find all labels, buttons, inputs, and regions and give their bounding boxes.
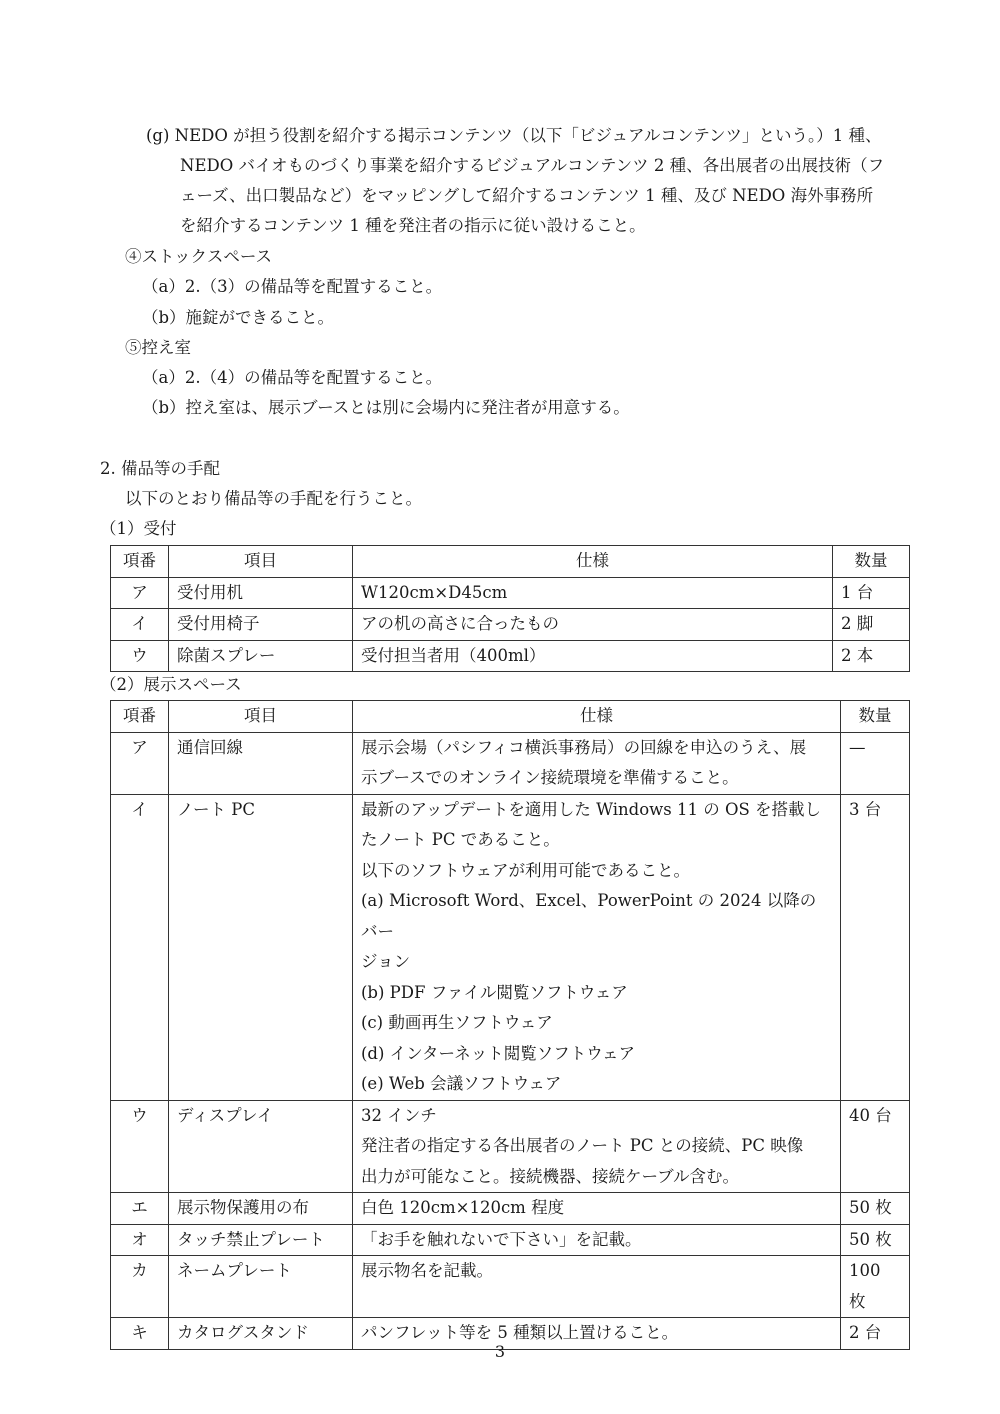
spec-line: 展示会場（パシフィコ横浜事務局）の回線を申込のうえ、展	[361, 737, 807, 757]
row-spec: 展示物名を記載。	[353, 1256, 841, 1318]
waiting-item-b: （b）控え室は、展示ブースとは別に会場内に発注者が用意する。	[142, 398, 630, 417]
row-qty: 100 枚	[841, 1256, 910, 1318]
row-item: カタログスタンド	[169, 1318, 353, 1350]
table-row	[111, 794, 910, 1100]
row-spec: 受付担当者用（400ml）	[353, 640, 833, 672]
header-no: 項番	[111, 546, 169, 578]
spec-line: たノート PC であること。	[361, 830, 560, 849]
row-item: ノート PC	[169, 794, 353, 1100]
section-2-heading: 2. 備品等の手配	[100, 459, 220, 478]
reception-heading: （1）受付	[100, 519, 177, 538]
row-spec: 白色 120cm×120cm 程度	[353, 1193, 841, 1225]
row-qty: 2 本	[833, 640, 910, 672]
table-row	[111, 1224, 910, 1256]
header-item: 項目	[169, 701, 353, 733]
row-no: カ	[111, 1256, 169, 1318]
table-row	[111, 1256, 910, 1318]
exhibit-heading: （2）展示スペース	[100, 675, 242, 694]
row-qty: 1 台	[833, 577, 910, 609]
row-spec: パンフレット等を 5 種類以上置けること。	[353, 1318, 841, 1350]
item-g-line-2: NEDO バイオものづくり事業を紹介するビジュアルコンテンツ 2 種、各出展者の出展技術（フ	[180, 156, 885, 175]
row-no: イ	[111, 609, 169, 641]
row-spec: 「お手を触れないで下さい」を記載。	[353, 1224, 841, 1256]
section-2-intro: 以下のとおり備品等の手配を行うこと。	[125, 489, 422, 508]
row-spec: W120cm×D45cm	[353, 577, 833, 609]
item-g-line-4: を紹介するコンテンツ 1 種を発注者の指示に従い設けること。	[180, 216, 646, 235]
row-item: ディスプレイ	[169, 1100, 353, 1193]
reception-table	[110, 545, 910, 672]
row-no: ア	[111, 732, 169, 794]
stock-item-a: （a）2.（3）の備品等を配置すること。	[142, 277, 443, 296]
spec-line: (d) インターネット閲覧ソフトウェア	[361, 1043, 636, 1063]
row-item: ネームプレート	[169, 1256, 353, 1318]
spec-line: (b) PDF ファイル閲覧ソフトウェア	[361, 982, 628, 1002]
item-g-line-1: (g) NEDO が担う役割を紹介する掲示コンテンツ（以下「ビジュアルコンテンツ」という。）1 種、	[146, 126, 882, 145]
row-no: キ	[111, 1318, 169, 1350]
row-spec	[353, 732, 841, 794]
row-qty: 2 台	[841, 1318, 910, 1350]
row-item: 通信回線	[169, 732, 353, 794]
row-qty: 40 台	[841, 1100, 910, 1193]
row-item: 受付用椅子	[169, 609, 353, 641]
row-item: 除菌スプレー	[169, 640, 353, 672]
exhibit-table	[110, 700, 910, 1350]
table-row	[111, 1193, 910, 1225]
item-g-line-3: ェーズ、出口製品など）をマッピングして紹介するコンテンツ 1 種、及び NEDO 海外事務所	[180, 186, 874, 205]
row-item: 展示物保護用の布	[169, 1193, 353, 1225]
header-spec: 仕様	[353, 546, 833, 578]
spec-line: 32 インチ	[361, 1105, 437, 1125]
header-spec: 仕様	[353, 701, 841, 733]
row-spec	[353, 1100, 841, 1193]
spec-line: ジョン	[361, 952, 411, 971]
row-item: 受付用机	[169, 577, 353, 609]
row-qty: —	[841, 732, 910, 794]
stock-space-heading: ④ストックスペース	[125, 247, 273, 266]
row-item: タッチ禁止プレート	[169, 1224, 353, 1256]
spec-line: (c) 動画再生ソフトウェア	[361, 1013, 553, 1032]
spec-line: (a) Microsoft Word、Excel、PowerPoint の 2024 以降のバー	[361, 891, 817, 941]
row-no: イ	[111, 794, 169, 1100]
row-qty: 3 台	[841, 794, 910, 1100]
row-spec: アの机の高さに合ったもの	[353, 609, 833, 641]
row-no: ウ	[111, 1100, 169, 1193]
table-header-row	[111, 701, 910, 733]
waiting-item-a: （a）2.（4）の備品等を配置すること。	[142, 368, 443, 387]
spec-line: (e) Web 会議ソフトウェア	[361, 1074, 562, 1093]
row-no: エ	[111, 1193, 169, 1225]
header-item: 項目	[169, 546, 353, 578]
table-header-row	[111, 546, 910, 578]
table-row	[111, 609, 910, 641]
table-row	[111, 640, 910, 672]
table-row	[111, 732, 910, 794]
row-spec	[353, 794, 841, 1100]
table-row	[111, 1100, 910, 1193]
header-qty: 数量	[841, 701, 910, 733]
stock-item-b: （b）施錠ができること。	[142, 308, 335, 327]
row-no: ア	[111, 577, 169, 609]
spec-line: 以下のソフトウェアが利用可能であること。	[361, 860, 691, 880]
spec-line: 発注者の指定する各出展者のノート PC との接続、PC 映像	[361, 1136, 804, 1155]
row-no: ウ	[111, 640, 169, 672]
spec-line: 最新のアップデートを適用した Windows 11 の OS を搭載し	[361, 799, 822, 819]
row-qty: 50 枚	[841, 1224, 910, 1256]
waiting-room-heading: ⑤控え室	[125, 338, 191, 357]
row-qty: 50 枚	[841, 1193, 910, 1225]
row-no: オ	[111, 1224, 169, 1256]
page-number: 3	[494, 1342, 506, 1361]
spec-line: 出力が可能なこと。接続機器、接続ケーブル含む。	[361, 1166, 740, 1186]
header-no: 項番	[111, 701, 169, 733]
spec-line: 示ブースでのオンライン接続環境を準備すること。	[361, 768, 739, 787]
table-row	[111, 577, 910, 609]
header-qty: 数量	[833, 546, 910, 578]
row-qty: 2 脚	[833, 609, 910, 641]
